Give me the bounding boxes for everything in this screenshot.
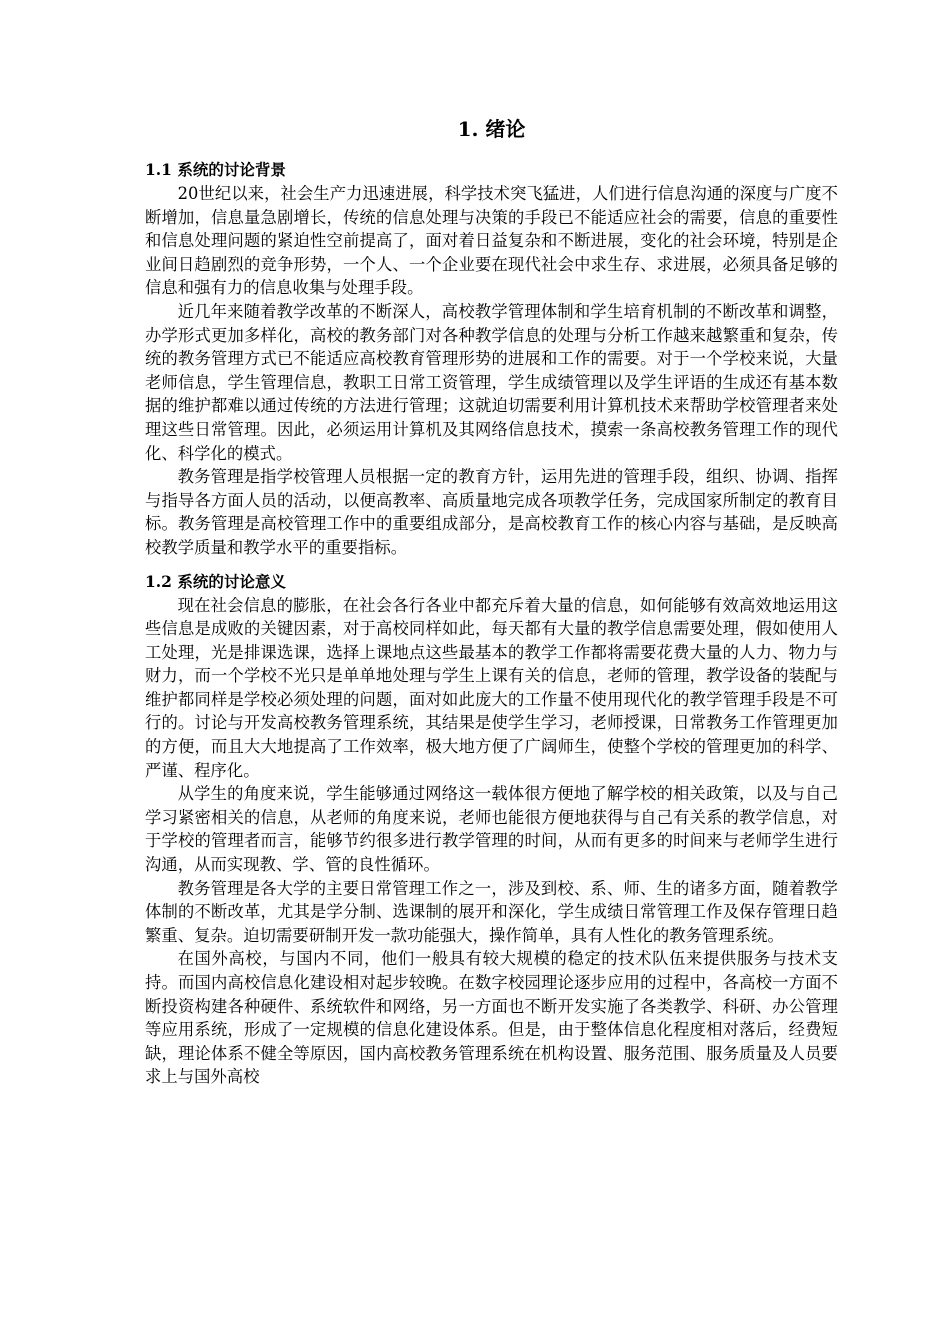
- paragraph: 教务管理是指学校管理人员根据一定的教育方针，运用先进的管理手段，组织、协调、指挥与指导各方面人员的活动，以便高教率、高质量地完成各项教学任务，完成国家所制定的教育目标。教务管理是高校管理工作中的重要组成部分，是高校教育工作的核心内容与基础，是反映高校教学质量和教学水平的重要指标。: [145, 467, 838, 557]
- section-heading-background: 1.1 系统的讨论背景: [145, 160, 286, 179]
- paragraph: 20世纪以来，社会生产力迅速进展，科学技术突飞猛进，人们进行信息沟通的深度与广度不断增加，信息量急剧增长，传统的信息处理与决策的手段已不能适应社会的需要，信息的重要性和信息处理问题的紧迫性空前提高了，面对着日益复杂和不断进展，变化的社会环境，特别是企业间日趋剧烈的竞争形势，一个人、一个企业要在现代社会中求生存、求进展，必须具备足够的信息和强有力的信息收集与处理手段。: [145, 184, 838, 298]
- paragraph: 从学生的角度来说，学生能够通过网络这一载体很方便地了解学校的相关政策，以及与自己学习紧密相关的信息，从老师的角度来说，老师也能很方便地获得与自己有关系的教学信息，对于学校的管理者而言，能够节约很多进行教学管理的时间，从而有更多的时间来与老师学生进行沟通，从而实现教、学、管的良性循环。: [145, 784, 838, 875]
- paragraph: 近几年来随着教学改革的不断深人，高校教学管理体制和学生培育机制的不断改革和调整，办学形式更加多样化，高校的教务部门对各种教学信息的处理与分析工作越来越繁重和复杂，传统的教务管理方式已不能适应高校教育管理形势的进展和工作的需要。对于一个学校来说，大量老师信息，学生管理信息，教职工日常工资管理，学生成绩管理以及学生评语的生成还有基本数据的维护都难以通过传统的方法进行管理；这就迫切需要利用计算机技术来帮助学校管理者来处理这些日常管理。因此，必须运用计算机及其网络信息技术，摸索一条高校教务管理工作的现代化、科学化的模式。: [145, 301, 838, 463]
- paragraph: 现在社会信息的膨胀，在社会各行各业中都充斥着大量的信息，如何能够有效高效地运用这些信息是成败的关键因素，对于高校同样如此，每天都有大量的教学信息需要处理，假如使用人工处理，光是排课选课，选择上课地点这些最基本的教学工作都将需要花费大量的人力、物力与财力，而一个学校不光只是单单地处理与学生上课有关的信息，老师的管理，教学设备的装配与维护都同样是学校必须处理的问题，面对如此庞大的工作量不使用现代化的教学管理手段是不可行的。讨论与开发高校教务管理系统，其结果是使学生学习，老师授课，日常教务工作管理更加的方便，而且大大地提高了工作效率，极大地方便了广阔师生，使整个学校的管理更加的科学、严谨、程序化。: [145, 595, 838, 780]
- document-page: [145, 110, 838, 1089]
- paragraph: 教务管理是各大学的主要日常管理工作之一，涉及到校、系、师、生的诸多方面，随着教学体制的不断改革，尤其是学分制、选课制的展开和深化，学生成绩日常管理工作及保存管理日趋繁重、复杂。迫切需要研制开发一款功能强大，操作简单，具有人性化的教务管理系统。: [145, 878, 838, 945]
- section-heading-significance: 1.2 系统的讨论意义: [145, 571, 286, 591]
- chapter-title: 1. 绪论: [457, 117, 526, 141]
- paragraph: 在国外高校，与国内不同，他们一般具有较大规模的稳定的技术队伍来提供服务与技术支持。而国内高校信息化建设相对起步较晚。在数字校园理论逐步应用的过程中，各高校一方面不断投资构建各种硬件、系统软件和网络，另一方面也不断开发实施了各类教学、科研、办公管理等应用系统，形成了一定规模的信息化建设体系。但是，由于整体信息化程度相对落后，经费短缺，理论体系不健全等原因，国内高校教务管理系统在机构设置、服务范围、服务质量及人员要求上与国外高校: [145, 949, 838, 1087]
